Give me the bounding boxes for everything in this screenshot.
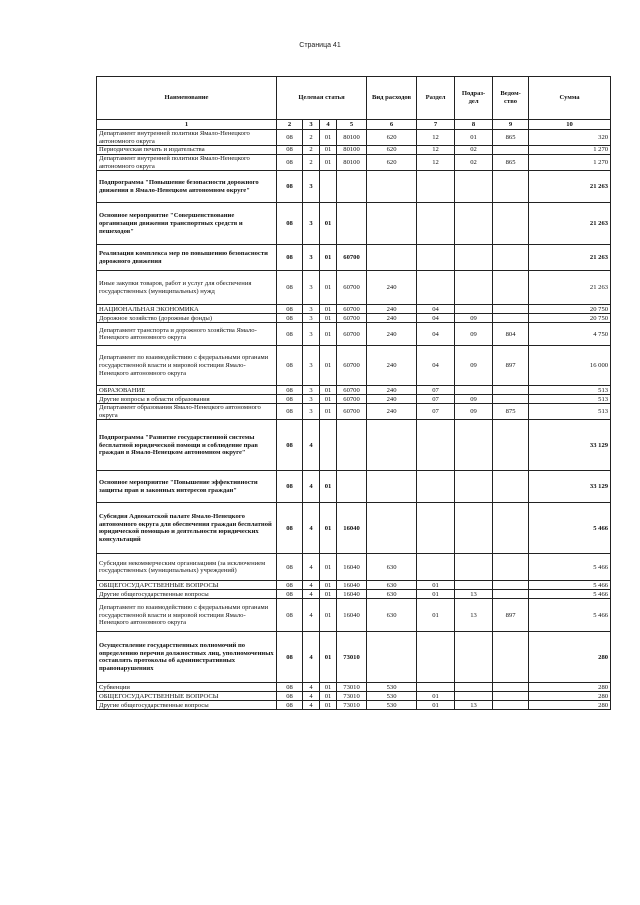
cell-direction bbox=[337, 171, 367, 203]
column-number: 9 bbox=[493, 120, 529, 130]
cell-activity: 01 bbox=[320, 590, 337, 599]
cell-activity bbox=[320, 171, 337, 203]
cell-activity bbox=[320, 420, 337, 471]
cell-program: 08 bbox=[277, 386, 303, 395]
table-row bbox=[97, 245, 611, 271]
cell-name: Департамент транспорта и дорожного хозяйства Ямало-Ненецкого автономного округа bbox=[97, 323, 277, 346]
cell-subsection bbox=[455, 386, 493, 395]
cell-direction: 80100 bbox=[337, 155, 367, 171]
header-target-article: Целевая статья bbox=[277, 77, 367, 120]
cell-sum: 5 466 bbox=[529, 503, 611, 554]
cell-direction: 73010 bbox=[337, 632, 367, 683]
cell-sum: 280 bbox=[529, 701, 611, 710]
cell-name: Осуществление государственных полномочий по определению перечня должностных лиц, уполномоченных составлять протоколы об административных правонарушениях bbox=[97, 632, 277, 683]
column-number: 4 bbox=[320, 120, 337, 130]
cell-program: 08 bbox=[277, 146, 303, 155]
header-name: Наименование bbox=[97, 77, 277, 120]
cell-expense-type: 240 bbox=[367, 395, 417, 404]
cell-activity: 01 bbox=[320, 471, 337, 503]
cell-sum: 33 129 bbox=[529, 420, 611, 471]
cell-direction: 73010 bbox=[337, 701, 367, 710]
cell-subprogram: 4 bbox=[303, 554, 320, 581]
cell-name: Субвенции bbox=[97, 683, 277, 692]
cell-activity: 01 bbox=[320, 395, 337, 404]
cell-activity: 01 bbox=[320, 404, 337, 420]
cell-name: Основное мероприятие "Повышение эффективности защиты прав и законных интересов граждан" bbox=[97, 471, 277, 503]
cell-subprogram: 3 bbox=[303, 395, 320, 404]
header-row bbox=[97, 77, 611, 120]
cell-department bbox=[493, 386, 529, 395]
cell-subsection: 09 bbox=[455, 346, 493, 386]
cell-activity: 01 bbox=[320, 155, 337, 171]
cell-direction: 16040 bbox=[337, 554, 367, 581]
cell-department bbox=[493, 203, 529, 245]
cell-expense-type: 240 bbox=[367, 404, 417, 420]
table-row bbox=[97, 314, 611, 323]
cell-section: 01 bbox=[417, 599, 455, 632]
cell-name: Основное мероприятие "Совершенствование организации движения транспортных средств и пешеходов" bbox=[97, 203, 277, 245]
cell-sum: 21 263 bbox=[529, 271, 611, 305]
cell-section bbox=[417, 554, 455, 581]
cell-subsection: 09 bbox=[455, 404, 493, 420]
cell-department bbox=[493, 503, 529, 554]
cell-subprogram: 3 bbox=[303, 323, 320, 346]
table-row bbox=[97, 683, 611, 692]
cell-subprogram: 4 bbox=[303, 632, 320, 683]
column-number: 2 bbox=[277, 120, 303, 130]
cell-program: 08 bbox=[277, 471, 303, 503]
cell-section bbox=[417, 271, 455, 305]
cell-section: 01 bbox=[417, 701, 455, 710]
cell-expense-type: 630 bbox=[367, 554, 417, 581]
cell-activity: 01 bbox=[320, 203, 337, 245]
cell-direction: 16040 bbox=[337, 590, 367, 599]
cell-activity: 01 bbox=[320, 599, 337, 632]
cell-direction: 16040 bbox=[337, 581, 367, 590]
cell-program: 08 bbox=[277, 130, 303, 146]
cell-subprogram: 4 bbox=[303, 599, 320, 632]
cell-subsection: 09 bbox=[455, 323, 493, 346]
cell-program: 08 bbox=[277, 271, 303, 305]
cell-activity: 01 bbox=[320, 271, 337, 305]
cell-program: 08 bbox=[277, 599, 303, 632]
cell-activity: 01 bbox=[320, 692, 337, 701]
cell-subsection bbox=[455, 271, 493, 305]
cell-department bbox=[493, 471, 529, 503]
cell-name: ОБЩЕГОСУДАРСТВЕННЫЕ ВОПРОСЫ bbox=[97, 692, 277, 701]
cell-department bbox=[493, 632, 529, 683]
cell-activity: 01 bbox=[320, 346, 337, 386]
cell-department: 897 bbox=[493, 346, 529, 386]
cell-program: 08 bbox=[277, 305, 303, 314]
cell-expense-type: 240 bbox=[367, 314, 417, 323]
cell-direction: 80100 bbox=[337, 146, 367, 155]
cell-direction: 60700 bbox=[337, 386, 367, 395]
cell-department bbox=[493, 245, 529, 271]
table-row bbox=[97, 404, 611, 420]
cell-expense-type: 630 bbox=[367, 581, 417, 590]
cell-direction: 60700 bbox=[337, 323, 367, 346]
cell-subprogram: 3 bbox=[303, 386, 320, 395]
cell-subprogram: 4 bbox=[303, 420, 320, 471]
cell-department bbox=[493, 271, 529, 305]
cell-section: 01 bbox=[417, 590, 455, 599]
cell-direction: 60700 bbox=[337, 271, 367, 305]
cell-department: 804 bbox=[493, 323, 529, 346]
cell-name: Субсидии некоммерческим организациям (за исключением государственных (муниципальных) учреждений) bbox=[97, 554, 277, 581]
cell-section bbox=[417, 203, 455, 245]
cell-subprogram: 2 bbox=[303, 146, 320, 155]
column-number: 6 bbox=[367, 120, 417, 130]
cell-activity: 01 bbox=[320, 305, 337, 314]
cell-direction: 60700 bbox=[337, 346, 367, 386]
table-row bbox=[97, 590, 611, 599]
cell-expense-type: 240 bbox=[367, 305, 417, 314]
cell-direction: 80100 bbox=[337, 130, 367, 146]
cell-program: 08 bbox=[277, 245, 303, 271]
cell-section: 12 bbox=[417, 130, 455, 146]
column-number: 1 bbox=[97, 120, 277, 130]
cell-expense-type: 620 bbox=[367, 146, 417, 155]
cell-expense-type: 240 bbox=[367, 346, 417, 386]
cell-activity: 01 bbox=[320, 323, 337, 346]
cell-subsection: 13 bbox=[455, 590, 493, 599]
cell-section: 01 bbox=[417, 581, 455, 590]
cell-direction: 60700 bbox=[337, 404, 367, 420]
cell-program: 08 bbox=[277, 692, 303, 701]
cell-subsection bbox=[455, 305, 493, 314]
cell-program: 08 bbox=[277, 503, 303, 554]
cell-subsection bbox=[455, 683, 493, 692]
cell-name: Департамент образования Ямало-Ненецкого автономного округа bbox=[97, 404, 277, 420]
cell-subprogram: 3 bbox=[303, 305, 320, 314]
cell-department: 875 bbox=[493, 404, 529, 420]
cell-activity: 01 bbox=[320, 701, 337, 710]
header-subsection: Подраз-дел bbox=[455, 77, 493, 120]
cell-expense-type bbox=[367, 245, 417, 271]
cell-activity: 01 bbox=[320, 632, 337, 683]
cell-sum: 513 bbox=[529, 404, 611, 420]
cell-sum: 5 466 bbox=[529, 590, 611, 599]
cell-name: Департамент по взаимодействию с федеральными органами государственной власти и мировой юстиции Ямало-Ненецкого автономного округа bbox=[97, 346, 277, 386]
cell-sum: 33 129 bbox=[529, 471, 611, 503]
cell-name: Подпрограмма "Повышение безопасности дорожного движения в Ямало-Ненецком автономном округе" bbox=[97, 171, 277, 203]
table-row bbox=[97, 599, 611, 632]
cell-department bbox=[493, 590, 529, 599]
cell-name: ОБЩЕГОСУДАРСТВЕННЫЕ ВОПРОСЫ bbox=[97, 581, 277, 590]
cell-expense-type: 240 bbox=[367, 323, 417, 346]
table-row bbox=[97, 305, 611, 314]
cell-subsection bbox=[455, 420, 493, 471]
cell-section bbox=[417, 245, 455, 271]
header-department: Ведом-ство bbox=[493, 77, 529, 120]
cell-subsection: 09 bbox=[455, 395, 493, 404]
cell-direction: 16040 bbox=[337, 599, 367, 632]
cell-subprogram: 4 bbox=[303, 503, 320, 554]
cell-expense-type: 530 bbox=[367, 692, 417, 701]
cell-expense-type bbox=[367, 171, 417, 203]
table-row bbox=[97, 692, 611, 701]
cell-name: Другие вопросы в области образования bbox=[97, 395, 277, 404]
cell-activity: 01 bbox=[320, 130, 337, 146]
table-row bbox=[97, 203, 611, 245]
cell-sum: 4 750 bbox=[529, 323, 611, 346]
cell-subprogram: 3 bbox=[303, 245, 320, 271]
cell-section: 04 bbox=[417, 314, 455, 323]
cell-expense-type bbox=[367, 420, 417, 471]
cell-section bbox=[417, 420, 455, 471]
cell-department bbox=[493, 146, 529, 155]
table-row bbox=[97, 323, 611, 346]
cell-name: Другие общегосударственные вопросы bbox=[97, 590, 277, 599]
cell-department bbox=[493, 692, 529, 701]
cell-name: ОБРАЗОВАНИЕ bbox=[97, 386, 277, 395]
column-number: 8 bbox=[455, 120, 493, 130]
cell-program: 08 bbox=[277, 404, 303, 420]
cell-sum: 16 000 bbox=[529, 346, 611, 386]
cell-direction: 16040 bbox=[337, 503, 367, 554]
cell-name: Иные закупки товаров, работ и услуг для обеспечения государственных (муниципальных) нужд bbox=[97, 271, 277, 305]
cell-department bbox=[493, 554, 529, 581]
header-sum: Сумма bbox=[529, 77, 611, 120]
cell-program: 08 bbox=[277, 203, 303, 245]
cell-direction: 73010 bbox=[337, 692, 367, 701]
cell-sum: 20 750 bbox=[529, 314, 611, 323]
column-number: 10 bbox=[529, 120, 611, 130]
cell-direction: 60700 bbox=[337, 395, 367, 404]
column-number: 3 bbox=[303, 120, 320, 130]
cell-expense-type: 530 bbox=[367, 683, 417, 692]
table-row bbox=[97, 130, 611, 146]
cell-expense-type bbox=[367, 503, 417, 554]
cell-section: 12 bbox=[417, 146, 455, 155]
table-row bbox=[97, 155, 611, 171]
cell-subsection: 09 bbox=[455, 314, 493, 323]
cell-department bbox=[493, 395, 529, 404]
cell-department: 897 bbox=[493, 599, 529, 632]
cell-department bbox=[493, 581, 529, 590]
table-row bbox=[97, 386, 611, 395]
cell-direction: 60700 bbox=[337, 245, 367, 271]
cell-sum: 21 263 bbox=[529, 245, 611, 271]
cell-program: 08 bbox=[277, 590, 303, 599]
cell-program: 08 bbox=[277, 314, 303, 323]
cell-name: Реализация комплекса мер по повышению безопасности дорожного движения bbox=[97, 245, 277, 271]
cell-program: 08 bbox=[277, 323, 303, 346]
cell-section: 07 bbox=[417, 386, 455, 395]
header-section: Раздел bbox=[417, 77, 455, 120]
cell-section: 04 bbox=[417, 305, 455, 314]
cell-activity: 01 bbox=[320, 683, 337, 692]
table-row bbox=[97, 581, 611, 590]
cell-direction: 60700 bbox=[337, 314, 367, 323]
table-row bbox=[97, 346, 611, 386]
cell-subprogram: 2 bbox=[303, 130, 320, 146]
cell-subsection: 13 bbox=[455, 701, 493, 710]
cell-activity: 01 bbox=[320, 146, 337, 155]
cell-sum: 5 466 bbox=[529, 581, 611, 590]
table-row bbox=[97, 146, 611, 155]
cell-expense-type: 240 bbox=[367, 386, 417, 395]
cell-expense-type: 530 bbox=[367, 701, 417, 710]
cell-subsection: 01 bbox=[455, 130, 493, 146]
cell-program: 08 bbox=[277, 346, 303, 386]
cell-subprogram: 4 bbox=[303, 581, 320, 590]
column-number-row bbox=[97, 120, 611, 130]
cell-sum: 5 466 bbox=[529, 554, 611, 581]
cell-name: Департамент внутренней политики Ямало-Ненецкого автономного округа bbox=[97, 155, 277, 171]
cell-subsection: 02 bbox=[455, 146, 493, 155]
cell-subprogram: 2 bbox=[303, 155, 320, 171]
cell-department: 865 bbox=[493, 155, 529, 171]
cell-expense-type bbox=[367, 471, 417, 503]
header-expense-type: Вид расходов bbox=[367, 77, 417, 120]
cell-section: 12 bbox=[417, 155, 455, 171]
cell-expense-type bbox=[367, 632, 417, 683]
cell-department: 865 bbox=[493, 130, 529, 146]
cell-program: 08 bbox=[277, 683, 303, 692]
cell-subsection bbox=[455, 581, 493, 590]
table-row bbox=[97, 503, 611, 554]
cell-section bbox=[417, 632, 455, 683]
cell-subprogram: 4 bbox=[303, 590, 320, 599]
cell-activity: 01 bbox=[320, 245, 337, 271]
cell-subprogram: 4 bbox=[303, 701, 320, 710]
cell-sum: 5 466 bbox=[529, 599, 611, 632]
cell-activity: 01 bbox=[320, 581, 337, 590]
cell-direction bbox=[337, 420, 367, 471]
cell-department bbox=[493, 683, 529, 692]
cell-name: Департамент внутренней политики Ямало-Ненецкого автономного округа bbox=[97, 130, 277, 146]
table-row bbox=[97, 554, 611, 581]
cell-section: 07 bbox=[417, 404, 455, 420]
cell-subprogram: 3 bbox=[303, 404, 320, 420]
column-number: 5 bbox=[337, 120, 367, 130]
cell-section: 07 bbox=[417, 395, 455, 404]
cell-section bbox=[417, 471, 455, 503]
cell-expense-type: 620 bbox=[367, 155, 417, 171]
cell-subsection bbox=[455, 692, 493, 701]
cell-sum: 513 bbox=[529, 395, 611, 404]
cell-sum: 280 bbox=[529, 692, 611, 701]
page-number-label: Страница 41 bbox=[299, 42, 341, 49]
table-row bbox=[97, 420, 611, 471]
cell-name: НАЦИОНАЛЬНАЯ ЭКОНОМИКА bbox=[97, 305, 277, 314]
cell-name: Периодическая печать и издательства bbox=[97, 146, 277, 155]
cell-expense-type: 620 bbox=[367, 130, 417, 146]
cell-subsection bbox=[455, 632, 493, 683]
cell-subprogram: 4 bbox=[303, 683, 320, 692]
cell-subprogram: 3 bbox=[303, 171, 320, 203]
cell-subsection bbox=[455, 471, 493, 503]
cell-subprogram: 3 bbox=[303, 346, 320, 386]
cell-subprogram: 3 bbox=[303, 203, 320, 245]
cell-subsection bbox=[455, 203, 493, 245]
cell-section bbox=[417, 503, 455, 554]
cell-sum: 280 bbox=[529, 683, 611, 692]
cell-section bbox=[417, 171, 455, 203]
table-row bbox=[97, 395, 611, 404]
cell-subsection bbox=[455, 245, 493, 271]
cell-direction bbox=[337, 203, 367, 245]
cell-program: 08 bbox=[277, 171, 303, 203]
cell-sum: 513 bbox=[529, 386, 611, 395]
cell-program: 08 bbox=[277, 155, 303, 171]
table-row bbox=[97, 271, 611, 305]
cell-sum: 320 bbox=[529, 130, 611, 146]
cell-subsection bbox=[455, 554, 493, 581]
cell-activity: 01 bbox=[320, 554, 337, 581]
cell-subsection: 13 bbox=[455, 599, 493, 632]
cell-activity: 01 bbox=[320, 503, 337, 554]
cell-sum: 20 750 bbox=[529, 305, 611, 314]
table-row bbox=[97, 171, 611, 203]
cell-name: Департамент по взаимодействию с федеральными органами государственной власти и мировой юстиции Ямало-Ненецкого автономного округа bbox=[97, 599, 277, 632]
cell-department bbox=[493, 314, 529, 323]
table-row bbox=[97, 632, 611, 683]
cell-expense-type: 240 bbox=[367, 271, 417, 305]
cell-expense-type: 630 bbox=[367, 590, 417, 599]
cell-activity: 01 bbox=[320, 386, 337, 395]
cell-direction: 73010 bbox=[337, 683, 367, 692]
cell-section bbox=[417, 683, 455, 692]
cell-expense-type bbox=[367, 203, 417, 245]
cell-sum: 280 bbox=[529, 632, 611, 683]
cell-department bbox=[493, 171, 529, 203]
cell-direction bbox=[337, 471, 367, 503]
cell-program: 08 bbox=[277, 581, 303, 590]
cell-subprogram: 3 bbox=[303, 271, 320, 305]
cell-section: 04 bbox=[417, 346, 455, 386]
table-body bbox=[97, 130, 611, 710]
column-number: 7 bbox=[417, 120, 455, 130]
cell-sum: 1 270 bbox=[529, 146, 611, 155]
cell-subsection bbox=[455, 503, 493, 554]
cell-subprogram: 3 bbox=[303, 314, 320, 323]
cell-department bbox=[493, 305, 529, 314]
cell-section: 01 bbox=[417, 692, 455, 701]
cell-subprogram: 4 bbox=[303, 471, 320, 503]
cell-sum: 21 263 bbox=[529, 171, 611, 203]
cell-department bbox=[493, 701, 529, 710]
cell-expense-type: 630 bbox=[367, 599, 417, 632]
budget-table bbox=[96, 76, 611, 710]
cell-subsection bbox=[455, 171, 493, 203]
cell-activity: 01 bbox=[320, 314, 337, 323]
cell-name: Субсидия Адвокатской палате Ямало-Ненецкого автономного округа для обеспечения граждан бесплатной юридической помощью и деятельности юридических консультаций bbox=[97, 503, 277, 554]
cell-program: 08 bbox=[277, 395, 303, 404]
cell-section: 04 bbox=[417, 323, 455, 346]
cell-name: Дорожное хозяйство (дорожные фонды) bbox=[97, 314, 277, 323]
cell-name: Другие общегосударственные вопросы bbox=[97, 701, 277, 710]
cell-program: 08 bbox=[277, 554, 303, 581]
cell-name: Подпрограмма "Развитие государственной системы бесплатной юридической помощи и соблюдение прав граждан в Ямало-Ненецком автономном округе" bbox=[97, 420, 277, 471]
cell-direction: 60700 bbox=[337, 305, 367, 314]
cell-program: 08 bbox=[277, 420, 303, 471]
cell-sum: 1 270 bbox=[529, 155, 611, 171]
cell-subsection: 02 bbox=[455, 155, 493, 171]
cell-sum: 21 263 bbox=[529, 203, 611, 245]
cell-department bbox=[493, 420, 529, 471]
table-row bbox=[97, 471, 611, 503]
cell-subprogram: 4 bbox=[303, 692, 320, 701]
cell-program: 08 bbox=[277, 632, 303, 683]
cell-program: 08 bbox=[277, 701, 303, 710]
table-row bbox=[97, 701, 611, 710]
